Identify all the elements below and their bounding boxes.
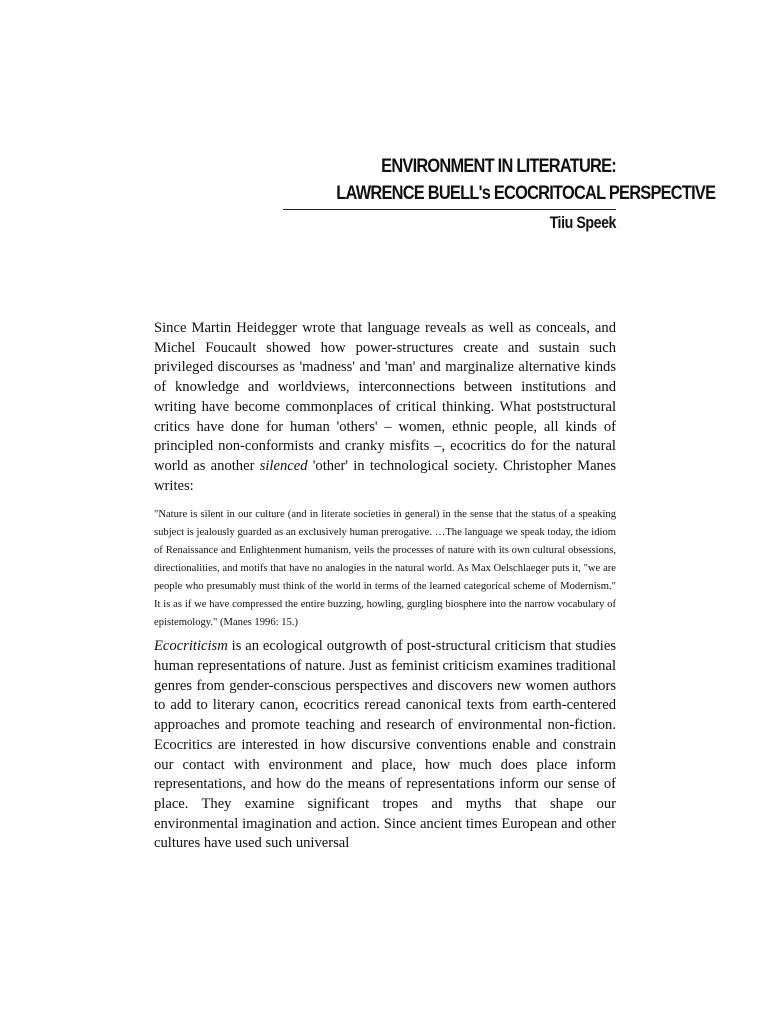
article-title-line-2: LAWRENCE BUELL's ECOCRITOCAL PERSPECTIVE xyxy=(336,182,716,204)
article-title-line-1: ENVIRONMENT IN LITERATURE: xyxy=(381,155,616,177)
article-header xyxy=(283,153,716,235)
title-rule xyxy=(283,209,616,210)
emphasis-ecocriticism: Ecocriticism xyxy=(154,638,228,655)
paragraph-2 xyxy=(154,637,616,854)
block-quote: "Nature is silent in our culture (and in literate societies in general) in the sense that the status of a speaking subject is jealously guarded as an exclusively human prerogative. …The language we speak today, the idiom of Renaissance and Enlightenment humanism, veils the processes of nature with its own cultural obsessions, directionalities, and motifs that have no analogies in the natural world. As Max Oelschlaeger puts it, "we are people who presumably must think of the world in terms of the learned categorical scheme of Modernism." It is as if we have compressed the entire buzzing, howling, gurgling biosphere into the narrow vocabulary of epistemology." (Manes 1996: 15.) xyxy=(154,509,616,629)
paragraph-1-text: Since Martin Heidegger wrote that language reveals as well as conceals, and Michel Foucault showed how power-structures create and sustain such privileged discourses as 'madness' and 'man' and marginalize alternative kinds of knowledge and worldviews, interconnections between institutions and writing have become commonplaces of critical thinking. What poststructural critics have done for human 'others' – women, ethnic people, all kinds of principled non-conformists and cranky misfits –, ecocritics do for the natural world as another xyxy=(154,320,616,474)
author-name: Tiiu Speek xyxy=(549,214,616,232)
paragraph-1 xyxy=(154,319,616,496)
paragraph-1-tail: 'other' in technological society. Christopher Manes writes: xyxy=(154,457,617,494)
paragraph-2-text: is an ecological outgrowth of post-structural criticism that studies human representations of nature. Just as feminist criticism examines traditional genres from gender-conscious perspectives and discovers new women authors to add to literary canon, ecocritics reread canonical texts from earth-centered approaches and promote teaching and research of environmental non-fiction. Ecocritics are interested in how discursive conventions enable and constrain our contact with environment and place, how much does place inform representations, and how do the means of representations inform our sense of place. They examine significant tropes and myths that shape our environmental imagination and action. Since ancient times European and other cultures have used such universal xyxy=(154,638,617,852)
emphasis-silenced: silenced xyxy=(259,457,308,474)
article-body xyxy=(154,319,616,854)
